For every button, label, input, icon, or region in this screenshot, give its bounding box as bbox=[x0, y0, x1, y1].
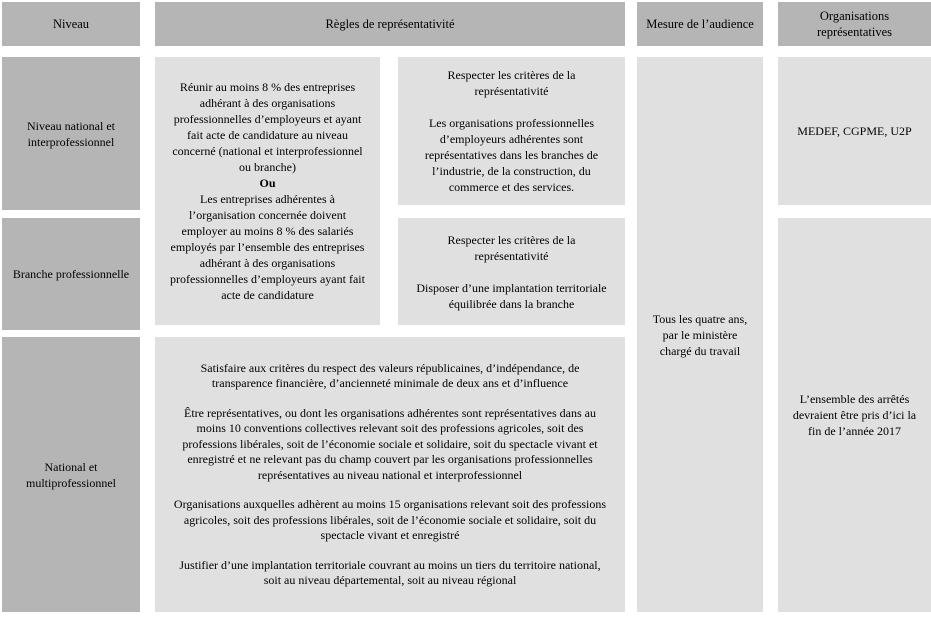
column-header-niveau bbox=[2, 2, 140, 46]
column-header-organisations-label: Organisations représentatives bbox=[817, 9, 892, 39]
organisations-cell-multi bbox=[778, 218, 931, 612]
rule-multi-p2: Être représentatives, ou dont les organisations adhérentes sont représentatives dans au moins 10 conventions collectives relevant soit des professions agricoles, soit des professions libérales, soit de l’économie sociale et solidaire, soit du spectacle vivant et enregistré et ne relevant pas du champ couvert par les organisations professionnelles représentatives au niveau national et interprofessionnel bbox=[182, 405, 598, 482]
rule-national-criteria-line1: Respecter les critères de la représentativité bbox=[447, 68, 576, 98]
column-header-niveau-label: Niveau bbox=[52, 17, 90, 31]
rule-adhesion-connector: Ou bbox=[259, 176, 276, 190]
rule-multi-p1: Satisfaire aux critères du respect des valeurs républicaines, d’indépendance, de transparence financière, d’ancienneté minimale de deux ans et d’influence bbox=[200, 360, 580, 390]
rule-cell-branche-criteria bbox=[398, 218, 625, 325]
row-header-national-label: Niveau national et interprofessionnel bbox=[27, 118, 115, 149]
audience-cell bbox=[637, 57, 763, 612]
rule-branche-criteria-line2: Disposer d’une implantation territoriale équilibrée dans la branche bbox=[416, 280, 607, 311]
row-header-branche-professionnelle bbox=[2, 218, 140, 330]
organisations-cell-national bbox=[778, 57, 931, 205]
row-header-national-multiprofessionnel bbox=[2, 337, 140, 612]
rule-branche-criteria-line1: Respecter les critères de la représentativité bbox=[447, 232, 576, 263]
column-header-mesure bbox=[637, 2, 763, 46]
rule-cell-national-criteria bbox=[398, 57, 625, 205]
row-header-national-interprofessionnel bbox=[2, 57, 140, 210]
row-header-multi-label: National et multiprofessionnel bbox=[26, 459, 116, 490]
column-header-organisations bbox=[778, 2, 931, 46]
rule-cell-multiprofessionnel bbox=[155, 337, 625, 612]
rule-cell-adhesion-threshold bbox=[155, 57, 380, 325]
audience-text: Tous les quatre ans, par le ministère chargé du travail bbox=[652, 311, 748, 358]
column-header-regles-label: Règles de représentativité bbox=[325, 17, 455, 31]
rule-adhesion-part2: Les entreprises adhérentes à l’organisation concernée doivent employer au moins 8 % des salariés employés par l’ensemble des entreprises adhérant à des organisations professionnelles d’employeurs ayant fait acte de candidature bbox=[170, 192, 365, 302]
rule-multi-p3: Organisations auxquelles adhèrent au moins 15 organisations relevant soit des professions agricoles, soit des professions libérales, soit de l’économie sociale et solidaire, soit du spectacle vivant et enregistré bbox=[173, 497, 607, 542]
row-header-branche-label: Branche professionnelle bbox=[12, 267, 130, 281]
rule-adhesion-part1: Réunir au moins 8 % des entreprises adhérant à des organisations professionnelles d’employeurs et ayant fait acte de candidature au niveau concerné (national et interprofessionnel ou branche) bbox=[172, 80, 363, 174]
organisations-national-text: MEDEF, CGPME, U2P bbox=[797, 124, 912, 138]
column-header-regles bbox=[155, 2, 625, 46]
rule-multi-p4: Justifier d’une implantation territoriale couvrant au moins un tiers du territoire national, soit au niveau départemental, soit au niveau régional bbox=[179, 557, 601, 587]
organisations-multi-text: L’ensemble des arrêtés devraient être pris d’ici la fin de l’année 2017 bbox=[792, 392, 917, 438]
column-header-mesure-label: Mesure de l’audience bbox=[646, 17, 754, 31]
rule-national-criteria-line2: Les organisations professionnelles d’employeurs adhérentes sont représentatives dans les branches de l’industrie, de la construction, du commerce et des services. bbox=[424, 116, 599, 194]
